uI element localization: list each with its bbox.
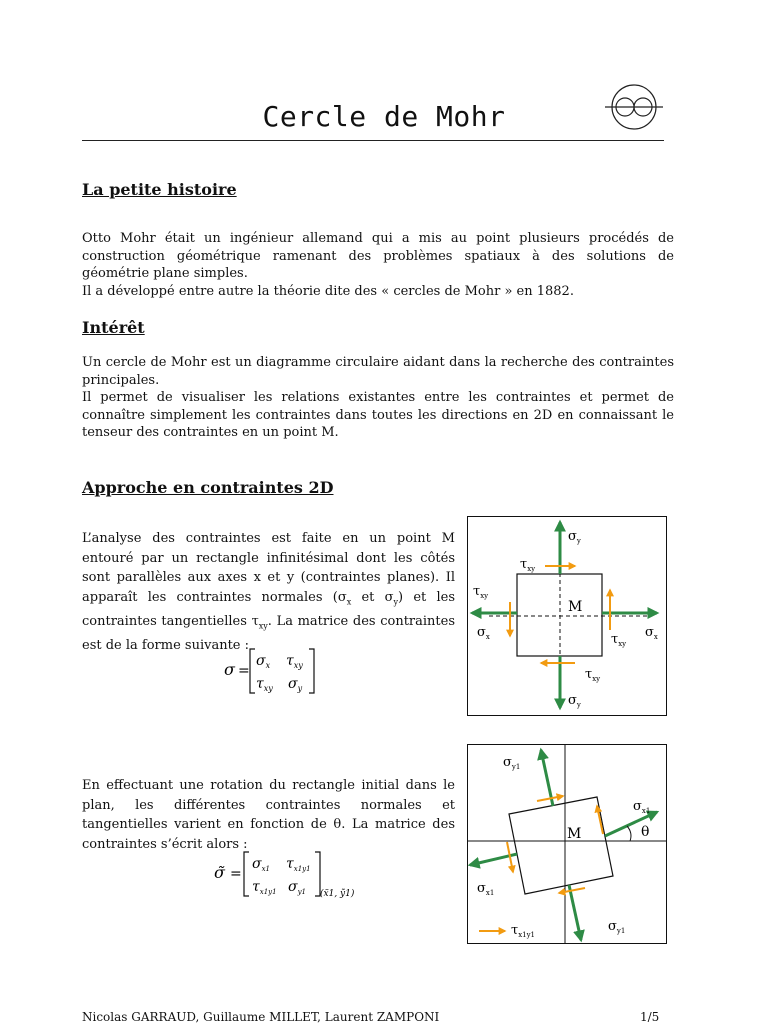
approche-paragraph-1	[82, 529, 455, 655]
matrix2-basis: (x̃1, ỹ1)	[320, 889, 355, 899]
fig1-tau-bottom: $\tau_{xy}$	[585, 667, 601, 683]
approche-text-b: ) et les contraintes tangentielles	[82, 589, 455, 629]
sigma-symbol-2: σ	[384, 589, 394, 605]
stress-element-figure	[467, 516, 667, 716]
fig1-sigma-y-bottom: $\sigma_y$	[568, 693, 581, 709]
rotated-stress-element-figure	[467, 744, 667, 944]
fig2-theta: θ	[641, 824, 650, 840]
approche-paragraph-2: En effectuant une rotation du rectangle initial dans le plan, les différentes contraintes normales et tangentielles varient en fonction de θ. La matrice des contraintes s’écrit alors :	[82, 778, 455, 852]
histoire-paragraph	[82, 230, 674, 300]
heading-approche: Approche en contraintes 2D	[82, 478, 334, 497]
interet-paragraph	[82, 354, 674, 442]
fig2-point-label: M	[567, 826, 582, 842]
fig2-sigma-y1-bottom: $\sigma_{y1}$	[608, 919, 626, 935]
fig1-tau-top: $\tau_{xy}$	[520, 557, 536, 573]
heading-interet: Intérêt	[82, 318, 145, 337]
tau-symbol: τ	[251, 613, 259, 629]
fig1-tau-right: $\tau_{xy}$	[611, 632, 627, 648]
fig2-sigma-x1-left: $\sigma_{x1}$	[477, 881, 495, 897]
matrix-a12: $\tau_{xy}$	[286, 653, 303, 670]
histoire-text-2: Il a développé entre autre la théorie dite des « cercles de Mohr » en 1882.	[82, 283, 574, 299]
interet-text-2: Il permet de visualiser les relations existantes entre les contraintes et permet de connaître simplement les contraintes dans toutes les directions en 2D en connaissant le tenseur des contraintes en un point M.	[82, 390, 674, 440]
interet-text-1: Un cercle de Mohr est un diagramme circulaire aidant dans la recherche des contraintes principales.	[82, 355, 674, 388]
fig2-sigma-x1-right: $\sigma_{x1}$	[633, 799, 651, 815]
matrix-lhs: σ	[224, 660, 235, 679]
approche-text-c: . La matrice des contraintes est de la forme suivante :	[82, 613, 455, 653]
fig2-sigma-y1-top: $\sigma_{y1}$	[503, 755, 521, 771]
sub-x: x	[346, 597, 352, 607]
approche-text-a: L’analyse des contraintes est faite en un point M entouré par un rectangle infinitésimal dont les côtés sont parallèles aux axes x et y (contraintes planes). Il apparaît les contraintes normales (	[82, 531, 455, 605]
sigma-symbol: σ	[337, 589, 347, 605]
fig1-tau-left: $\tau_{xy}$	[473, 584, 489, 600]
et-text: et	[351, 589, 385, 605]
fig1-sigma-x-right: $\sigma_x$	[645, 625, 658, 641]
fig1-sigma-x-left: $\sigma_x$	[477, 625, 490, 641]
fig1-sigma-y-top: $\sigma_y$	[568, 529, 581, 545]
matrix2-a21: $\tau_{x1y1}$	[252, 879, 277, 896]
sub-y: y	[393, 597, 399, 607]
matrix-a22: $\sigma_y$	[288, 676, 303, 693]
sub-xy: xy	[258, 621, 268, 631]
matrix-a11: $\sigma_x$	[256, 653, 271, 670]
fig1-point-label: M	[568, 599, 583, 615]
footer-authors: Nicolas GARRAUD, Guillaume MILLET, Laurent ZAMPONI	[82, 1010, 440, 1024]
fig2-tau-legend: $\tau_{x1y1}$	[511, 923, 536, 939]
matrix-a21: $\tau_{xy}$	[256, 676, 273, 693]
matrix2-a22: $\sigma_{y1}$	[288, 879, 306, 896]
page-title: Cercle de Mohr	[262, 100, 506, 133]
matrix2-a12: $\tau_{x1y1}$	[286, 856, 311, 873]
title-rule	[82, 140, 664, 141]
histoire-text-1: Otto Mohr était un ingénieur allemand qui a mis au point plusieurs procédés de construction géométrique ramenant des problèmes spatiaux à des solutions de géométrie plane simples.	[82, 231, 674, 281]
matrix-eq: =	[238, 663, 250, 679]
matrix2-eq: =	[230, 866, 242, 882]
matrix2-lhs: σ̃	[214, 863, 225, 882]
matrix2-a11: $\sigma_{x1}$	[252, 856, 270, 873]
footer-page-number: 1/5	[640, 1010, 660, 1024]
rotated-stress-matrix	[212, 848, 362, 900]
stress-matrix	[222, 645, 322, 697]
heading-histoire: La petite histoire	[82, 180, 237, 199]
